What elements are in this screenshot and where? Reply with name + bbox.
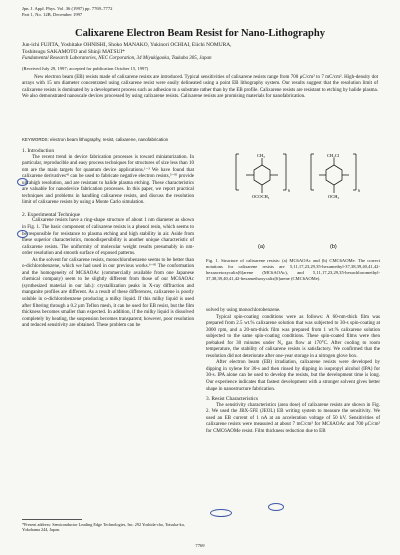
structure-b: [311, 154, 356, 193]
annotation-circle: [17, 230, 28, 238]
paragraph-introduction: The recent trend in device fabrication processes is toward miniaturization. In particular, reproducible and easy process techniques for structures of size less than 10 nm are the main targets for quantum device applications.¹⁻³ We have found that calixarene derivatives⁴⁾ can be used to fabricate negative electron resists,⁵⁻⁸⁾ provide ultrahigh resolution, and are resistant to halide plasma etching. These characteristics are valuable for nanodevice fabrication processes. In this paper, we report practical techniques and problems in handling calixarene resists, and discuss the resolution limit of calixarene resists by using a Monte Carlo simulation.: [22, 154, 194, 206]
paragraph-development: After electron beam (EB) irradiation, calixarene resists were developed by dipping in xylene for 30-s and then rinsed by dipping in isopropyl alcohol (IPA) for 30-s. IPA alone can be used to develop the resists, but the development time is long. Our experience indicates that fastest development with a stronger solvent gives better shape in nanostructure fabrication.: [206, 360, 380, 392]
paragraph-spin-coating: Typical spin-coating conditions were as follows: A 60-nm-thick film was prepared from 2.5 wt.% calixarene solution that was subjected to 30-s spin-coating at 3000 rpm, and a 20-nm-thick film was prepared from 1 wt.% calixarene solution subjected to the same spin-coating conditions. These spin-coated films were then prebaked for 30 minutes under N₂ gas flow at 170°C. After cooling to room temperature, the stability of calixarene resists is satisfactory. We confirmed that the resolution did not deteriorate after one-year storage in a nitrogen glove box.: [206, 314, 380, 359]
section-heading-experimental: 2. Experimental Technique: [22, 211, 81, 218]
paragraph-solvent: As the solvent for calixarene resists, monochlorobenzene seems to be better than o-dichlorobenzene, which we had used in our previous works.⁶⁻⁸⁾ The conformation and the homogeneity of MC6AOAc (commercially available from one Japanese chemical company) seem to be slightly different from those of our MC6AOAc (synthesized material in our lab.): crystallization peaks in X-ray diffraction and manganite profiles are different. As a result of these differences, calixarene is poorly soluble in o-dichlorobenzene producing a milky liquid. If this milky liquid is used after filtering through a 0.2 μm Teflon mesh, it can be used for EB resist, but the film thickness becomes smaller than expected. In addition, if the milky liquid is dissolved completely by heating, the suspension becomes transparent; however, poor resolution and reduced sensitivity are obtained. These problem can be: [22, 257, 194, 329]
right-column: [206, 308, 380, 435]
figure-label-b: (b): [330, 244, 337, 250]
benzene-ring-b: [326, 165, 342, 185]
subscript-a: 6: [288, 188, 290, 193]
paragraph-structure: Calixarene resists have a ring-shape structure of about 1 nm diameter as shown in Fig. 1. The basic component of calixarene resists is a phenol resin, which seems to be responsible for resistance to plasma etching and high stability in air. Aside from these superior characteristics, monodispersibility is another unique characteristic of calixarene resists. The uniformity of molecular weight results presumably in nm-order resolution and smooth surface of exposed patterns.: [22, 218, 194, 257]
ch2cl-label: CH₂Cl: [327, 153, 340, 158]
benzene-ring-a: [254, 165, 270, 185]
received-dates: (Received July 29, 1997; accepted for publication October 15, 1997): [22, 66, 149, 71]
annotation-circle: [210, 509, 232, 517]
abstract: New electron beam (EB) resists made of calixarene resists are introduced. Typical sensitivities of calixarene resists range from 700 μC/cm² to 7 mC/cm². High-density dot arrays with 15 nm diameter concentrated using calixarene resist were easily delineated using a point EB lithography system. Our results suggest that the resolution limit of calixarene resists is dominated by a development process such as adhesion to a substrate rather than by the EB profile. Calixarene resists are resistant to etching by halide plasma. We also demonstrated nanoscale devices processed by using calixarene resists. Calixarene resists are promising materials for nanofabrication.: [22, 75, 379, 100]
ch3-label: CH₃: [257, 153, 265, 158]
och3-label: OCH₃: [328, 194, 340, 199]
page-number: 7769: [195, 543, 205, 548]
section-heading-introduction: 1. Introduction: [22, 148, 55, 154]
author-list: [22, 42, 382, 56]
section-heading-resist: 3. Resist Characteristics: [206, 396, 258, 403]
figure-1-caption: Fig. 1. Structure of calixarene resists: (a) MC6AOAc and (b) CMC6AOMe. The correct notations for calixarene resists are 5,11,17,23,29,35-hexamethyl-37,38,39,40,41,42-hexaacetoxycalix[6]arene (MC6AOAc), and 5,11,17,23,29,35-hexachloromethyl-37,38,39,40,41,42-hexamethoxycalix[6]arene (CMC6AOMe).: [206, 258, 380, 281]
annotation-circle: [17, 178, 28, 186]
affiliation: Fundamental Research Laboratories, NEC Corporation, 34 Miyukigaoka, Tsukuba 305, Japan: [22, 56, 212, 61]
authors-line-1: Jun-ichi FUJITA, Yoshitake OHNISHI, Shoko MANAKO, Yukinori OCHIAI, Eiichi NOMURA,: [22, 42, 232, 48]
ococh3-label: OCOCH₃: [252, 194, 270, 199]
structure-a: [236, 154, 286, 193]
footnote: *Present address: Semiconductor Leading Edge Technologies, Inc. 292 Yoshida-cho, Totsuka-ku, Yokohama 244, Japan.: [22, 522, 185, 533]
left-column: [22, 148, 194, 330]
paper-title: Calixarene Electron Beam Resist for Nano-Lithography: [75, 28, 325, 39]
figure-1-structures: [206, 150, 380, 255]
journal-part: Part 1, No. 12B, December 1997: [22, 12, 83, 17]
annotation-circle: [268, 503, 284, 511]
paragraph-solved: solved by using monochlorobenzene.: [206, 308, 281, 313]
authors-line-2: Toshitsugu SAKAMOTO and Shinji MATSUI*: [22, 49, 125, 55]
subscript-b: 6: [358, 188, 360, 193]
paragraph-sensitivity: The sensitivity characteristics (area dose) of calixarene resists are shown in Fig. 2. We used the JBX-5FE (JEOL) EB writing system to measure the sensitivity. We used an EB current of 1 nA at an acceleration voltage of 50 kV. Sensitivities of calixarene resists were measured at about 7 mC/cm² for MC6AOAc and 700 μC/cm² for CMC6AOMe resist. Film thickness reduction due to EB: [206, 402, 380, 434]
journal-citation: Jpn. J. Appl. Phys. Vol. 36 (1997) pp. 7769–7772: [22, 6, 113, 11]
journal-header: [22, 6, 112, 18]
footnote-rule: [22, 519, 82, 520]
figure-label-a: (a): [258, 244, 265, 250]
keywords: KEYWORDS: electron beam lithography, resist, calixarene, nanofabrication: [22, 137, 169, 142]
